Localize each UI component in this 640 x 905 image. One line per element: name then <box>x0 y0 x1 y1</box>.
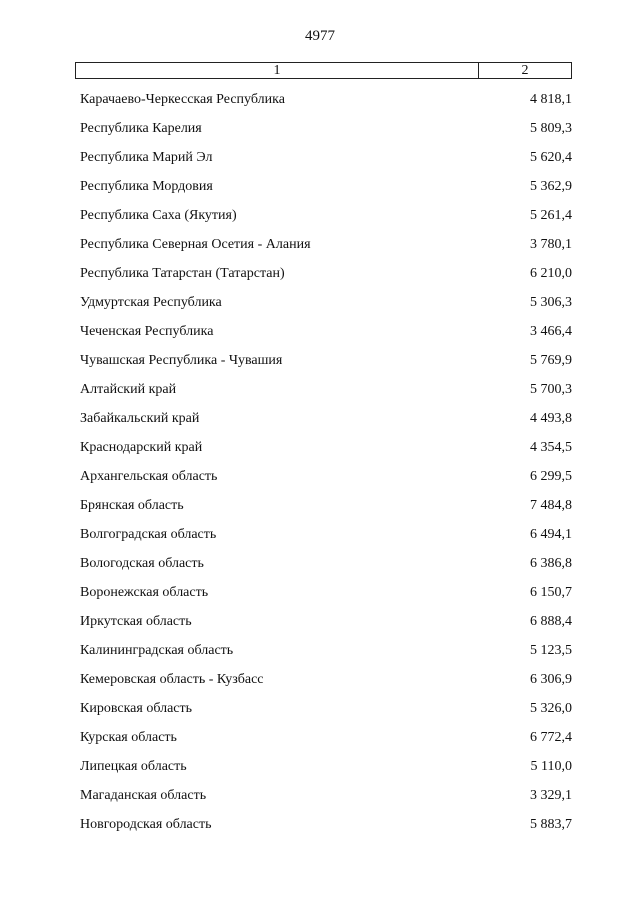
table-row <box>80 520 572 549</box>
table-row <box>80 491 572 520</box>
region-name: Волгоградская область <box>80 526 217 542</box>
table-row <box>80 462 572 491</box>
region-value: 5 809,3 <box>530 120 572 136</box>
table-row <box>80 810 572 839</box>
table-row <box>80 259 572 288</box>
region-value: 5 769,9 <box>530 352 572 368</box>
table-row <box>80 143 572 172</box>
region-value: 4 818,1 <box>530 91 572 107</box>
table-row <box>80 404 572 433</box>
table-body <box>80 85 572 839</box>
region-name: Чувашская Республика - Чувашия <box>80 352 283 368</box>
table-row <box>80 752 572 781</box>
region-value: 4 493,8 <box>530 410 572 426</box>
region-name: Алтайский край <box>80 381 177 397</box>
region-value: 7 484,8 <box>530 497 572 513</box>
table-row <box>80 288 572 317</box>
table-row <box>80 375 572 404</box>
table-row <box>80 172 572 201</box>
region-value: 5 110,0 <box>530 758 572 774</box>
region-name: Республика Татарстан (Татарстан) <box>80 265 285 281</box>
region-name: Курская область <box>80 729 177 745</box>
table-row <box>80 665 572 694</box>
region-value: 6 494,1 <box>530 526 572 542</box>
region-value: 5 362,9 <box>530 178 572 194</box>
region-name: Республика Марий Эл <box>80 149 213 165</box>
table-row <box>80 433 572 462</box>
region-value: 5 700,3 <box>530 381 572 397</box>
table-row <box>80 346 572 375</box>
region-value: 6 888,4 <box>530 613 572 629</box>
region-value: 6 386,8 <box>530 555 572 571</box>
region-name: Иркутская область <box>80 613 192 629</box>
region-name: Забайкальский край <box>80 410 200 426</box>
region-value: 5 123,5 <box>530 642 572 658</box>
region-name: Республика Северная Осетия - Алания <box>80 236 311 252</box>
region-value: 5 261,4 <box>530 207 572 223</box>
region-value: 5 620,4 <box>530 149 572 165</box>
region-name: Брянская область <box>80 497 184 513</box>
region-name: Чеченская Республика <box>80 323 214 339</box>
table-row <box>80 549 572 578</box>
region-name: Липецкая область <box>80 758 187 774</box>
region-name: Республика Карелия <box>80 120 202 136</box>
region-value: 3 329,1 <box>530 787 572 803</box>
page-number: 4977 <box>305 28 335 44</box>
table-row <box>80 636 572 665</box>
table-row <box>80 694 572 723</box>
region-value: 5 326,0 <box>530 700 572 716</box>
table-header <box>75 62 572 79</box>
region-name: Новгородская область <box>80 816 212 832</box>
table-row <box>80 723 572 752</box>
header-column-2: 2 <box>521 63 529 78</box>
region-name: Карачаево-Черкесская Республика <box>80 91 285 107</box>
region-value: 6 210,0 <box>530 265 572 281</box>
table-row <box>80 317 572 346</box>
region-name: Архангельская область <box>80 468 218 484</box>
table-row <box>80 607 572 636</box>
region-name: Республика Саха (Якутия) <box>80 207 237 223</box>
region-value: 6 306,9 <box>530 671 572 687</box>
region-name: Воронежская область <box>80 584 209 600</box>
region-value: 6 772,4 <box>530 729 572 745</box>
region-value: 3 780,1 <box>530 236 572 252</box>
region-name: Магаданская область <box>80 787 207 803</box>
region-value: 3 466,4 <box>530 323 572 339</box>
table-row <box>80 578 572 607</box>
table-row <box>80 781 572 810</box>
table-row <box>80 85 572 114</box>
region-value: 5 883,7 <box>530 816 572 832</box>
region-name: Кемеровская область - Кузбасс <box>80 671 264 687</box>
table-row <box>80 230 572 259</box>
region-value: 5 306,3 <box>530 294 572 310</box>
region-value: 4 354,5 <box>530 439 572 455</box>
region-name: Кировская область <box>80 700 193 716</box>
region-name: Республика Мордовия <box>80 178 213 194</box>
region-name: Вологодская область <box>80 555 204 571</box>
region-name: Удмуртская Республика <box>80 294 222 310</box>
region-name: Калининградская область <box>80 642 234 658</box>
table-row <box>80 114 572 143</box>
region-name: Краснодарский край <box>80 439 203 455</box>
header-column-1: 1 <box>76 63 479 78</box>
region-value: 6 150,7 <box>530 584 572 600</box>
table-row <box>80 201 572 230</box>
region-value: 6 299,5 <box>530 468 572 484</box>
